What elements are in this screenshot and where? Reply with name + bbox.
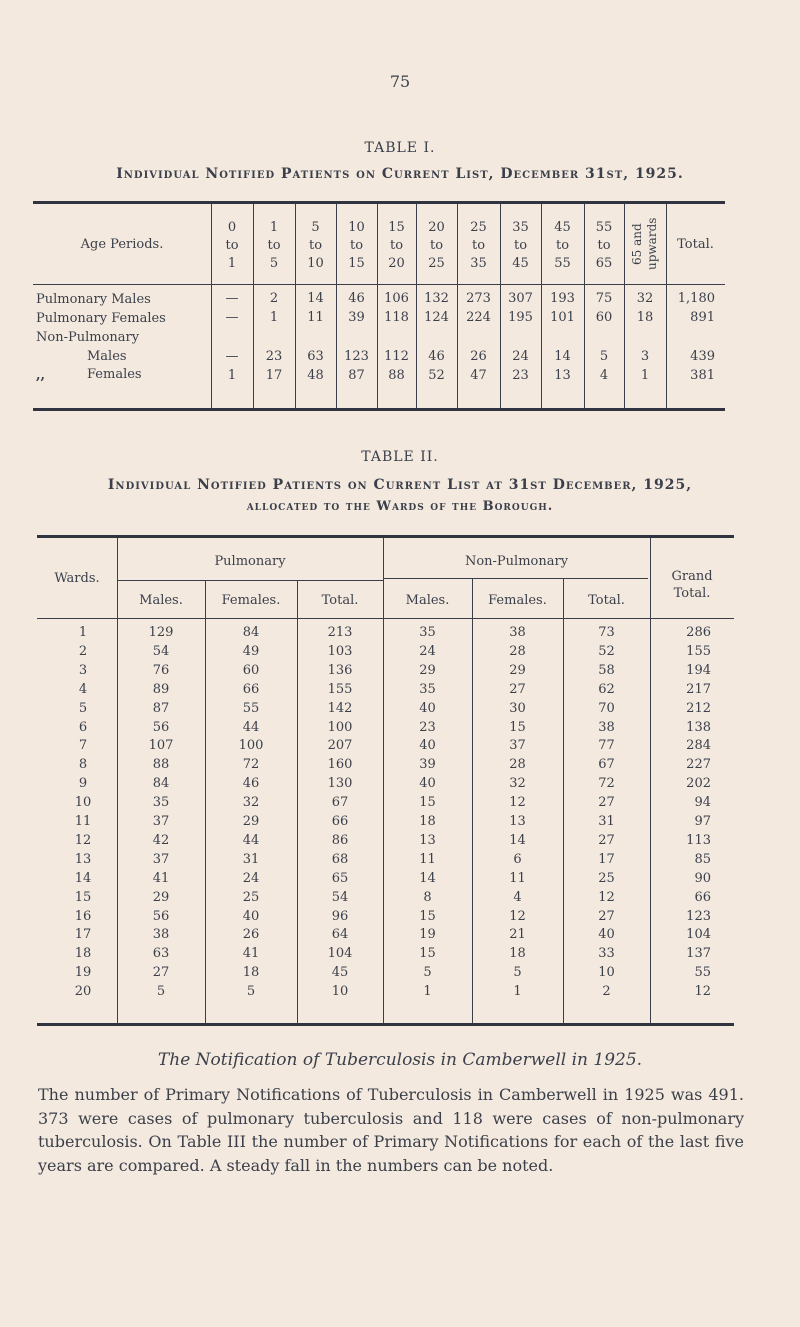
table-2-cell: 55 <box>694 965 711 980</box>
table-2-cell: 18 <box>419 814 436 829</box>
table-2-cell: 67 <box>331 795 349 810</box>
table-2-cell: 15 <box>419 795 436 810</box>
table-1-cell: 26 <box>470 349 487 364</box>
table-1-cell: 39 <box>348 310 365 325</box>
table-1-cell: — <box>225 291 239 306</box>
table-2-cell: 41 <box>242 946 260 961</box>
table-1-cell: 307 <box>508 291 533 306</box>
table-2-cell: 97 <box>694 814 711 829</box>
table-2-cell: 155 <box>327 682 353 697</box>
table-2-cell: 1 <box>423 984 432 999</box>
table-1-col-to-word: to <box>267 238 281 253</box>
table-2-non-pulmonary-rule <box>383 578 648 579</box>
table-2-cell: 142 <box>327 701 353 716</box>
table-1-col-from: 25 <box>470 220 487 235</box>
table-2-cell: 40 <box>419 776 436 791</box>
table-2-cell: 227 <box>686 757 711 772</box>
table-2-cell: 5 <box>246 984 256 999</box>
table-2-cell: 85 <box>694 852 711 867</box>
table-2-cell: 14 <box>419 871 436 886</box>
table-1-col-from: 55 <box>595 220 613 235</box>
table-2-cell: 28 <box>509 644 526 659</box>
table-2-cell: 44 <box>242 833 260 848</box>
table-2-cell: 5 <box>513 965 522 980</box>
table-2-cell: 103 <box>327 644 353 659</box>
table-2-cell: 11 <box>74 814 92 829</box>
table-1-title: TABLE I. <box>364 140 436 156</box>
table-2-cell: 37 <box>152 814 170 829</box>
table-1-col-from: 1 <box>269 220 279 235</box>
table-2-sub-header: Males. <box>405 593 450 608</box>
table-2-cell: 5 <box>156 984 166 999</box>
table-2-cell: 56 <box>152 720 170 735</box>
table-2-cell: 136 <box>327 663 353 678</box>
table-2-cell: 18 <box>242 965 260 980</box>
table-2-cell: 207 <box>327 738 353 753</box>
table-1-col-from: 45 <box>554 220 571 235</box>
table-2-cell: 194 <box>686 663 711 678</box>
table-1-cell: 17 <box>265 368 283 383</box>
table-1-cell: 106 <box>384 291 409 306</box>
table-2-cell: 15 <box>419 909 436 924</box>
table-1-cell: 46 <box>428 349 445 364</box>
table-2-cell: 25 <box>242 890 260 905</box>
table-2-cell: 32 <box>242 795 260 810</box>
table-2-cell: 9 <box>78 776 88 791</box>
table-1-col-from: 35 <box>512 220 529 235</box>
table-2-cell: 87 <box>152 701 170 716</box>
table-2-cell: 1 <box>78 625 88 640</box>
table-2-cell: 39 <box>419 757 436 772</box>
table-2-cell: 29 <box>152 890 170 905</box>
table-1-cell: 381 <box>690 368 715 383</box>
table-2-cell: 13 <box>419 833 436 848</box>
table-2-cell: 77 <box>598 738 615 753</box>
table-2-cell: 6 <box>78 720 88 735</box>
table-1-row-label: Pulmonary Males <box>36 292 151 307</box>
table-2-caption-line-2: allocated to the Wards of the Borough. <box>246 499 554 514</box>
table-2-cell: 13 <box>509 814 526 829</box>
table-2-wards-header: Wards. <box>54 571 100 586</box>
table-1-age-header: Age Periods. <box>80 237 164 252</box>
table-2-cell: 14 <box>509 833 526 848</box>
table-1-cell: 3 <box>640 349 650 364</box>
table-2-cell: 29 <box>419 663 436 678</box>
table-2-cell: 65 <box>331 871 349 886</box>
table-2-sub-header: Males. <box>139 593 183 608</box>
table-2-cell: 30 <box>509 701 526 716</box>
table-2-cell: 66 <box>694 890 711 905</box>
table-2-cell: 13 <box>74 852 92 867</box>
table-2-cell: 56 <box>152 909 170 924</box>
page-number: 75 <box>389 72 411 91</box>
table-2-cell: 23 <box>419 720 436 735</box>
table-2-cell: 89 <box>152 682 170 697</box>
table-2-cell: 46 <box>242 776 260 791</box>
table-2-cell: 27 <box>598 909 615 924</box>
table-2-cell: 27 <box>598 833 615 848</box>
table-1-cell: 4 <box>599 368 609 383</box>
section-paragraph: The number of Primary Notifications of Tuberculosis in Camberwell in 1925 was 491. 373 were cases of pulmonary tuberculosis and 118 were cases of non-pulmonary tuberculosis. On Table III the number of Primary Notifications for each of the last five years are compared. A steady fall in the numbers can be noted. <box>38 1085 744 1175</box>
table-1-col-to-word: to <box>225 238 239 253</box>
table-2-cell: 21 <box>509 927 526 942</box>
table-1-col-65-line-1: 65 and <box>630 223 644 265</box>
table-1-cell: 1 <box>640 368 650 383</box>
table-2-cell: 5 <box>78 701 88 716</box>
table-2-cell: 123 <box>686 909 711 924</box>
table-2-cell: 202 <box>686 776 711 791</box>
table-1-cell: 1 <box>269 310 279 325</box>
table-2-cell: 40 <box>598 927 615 942</box>
table-2-cell: 32 <box>509 776 526 791</box>
table-2-cell: 1 <box>513 984 522 999</box>
table-1-cell: 87 <box>348 368 365 383</box>
table-1-cell: 11 <box>307 310 324 325</box>
table-1-cell: — <box>225 310 239 325</box>
table-2-cell: 86 <box>331 833 349 848</box>
table-2-cell: 90 <box>694 871 711 886</box>
table-1-cell: 48 <box>307 368 324 383</box>
table-1-cell: 18 <box>636 310 654 325</box>
table-1-col-to-word: to <box>471 238 486 253</box>
table-2-non-pulmonary-header: Non-Pulmonary <box>464 554 569 569</box>
table-2-cell: 15 <box>509 720 526 735</box>
table-1-col-to-word: to <box>349 238 364 253</box>
table-2-cell: 37 <box>152 852 170 867</box>
table-1-col-from: 10 <box>348 220 365 235</box>
table-2-cell: 4 <box>78 682 88 697</box>
table-2-cell: 27 <box>598 795 615 810</box>
table-1-cell: 47 <box>470 368 487 383</box>
table-1-cell: 118 <box>384 310 409 325</box>
table-1-col-to: 65 <box>595 256 613 271</box>
table-2-cell: 88 <box>152 757 170 772</box>
table-2-cell: 31 <box>598 814 615 829</box>
table-1-col-to-word: to <box>597 238 611 253</box>
table-2-cell: 19 <box>419 927 436 942</box>
table-2-cell: 104 <box>686 927 711 942</box>
table-2-pulmonary-header: Pulmonary <box>214 554 286 569</box>
table-2-cell: 7 <box>78 738 88 753</box>
table-1-col-from: 15 <box>388 220 405 235</box>
table-2-cell: 35 <box>419 625 436 640</box>
table-2-cell: 96 <box>331 909 349 924</box>
table-2-cell: 54 <box>152 644 170 659</box>
table-2-cell: 24 <box>242 871 260 886</box>
table-2-cell: 2 <box>602 984 611 999</box>
table-2-cell: 63 <box>152 946 170 961</box>
table-1-row-label: Pulmonary Females <box>36 311 166 326</box>
table-2-cell: 29 <box>509 663 526 678</box>
table-1-row-label: ,, <box>36 368 46 383</box>
table-2-cell: 28 <box>509 757 526 772</box>
table-1-total-header: Total. <box>677 237 714 252</box>
table-2-cell: 54 <box>331 890 349 905</box>
table-1-col-to-word: to <box>429 238 444 253</box>
table-2-cell: 45 <box>331 965 349 980</box>
table-2-cell: 40 <box>242 909 260 924</box>
table-2-cell: 38 <box>598 720 615 735</box>
table-2-sub-header: Females. <box>221 593 281 608</box>
table-2-cell: 67 <box>598 757 615 772</box>
table-1-caption: Individual Notified Patients on Current List, December 31st, 1925. <box>116 166 684 182</box>
table-1-cell: 52 <box>428 368 445 383</box>
table-2-cell: 64 <box>331 927 349 942</box>
table-1-col-to: 25 <box>428 256 445 271</box>
table-2-cell: 73 <box>598 625 615 640</box>
table-2-cell: 15 <box>419 946 436 961</box>
table-2-cell: 33 <box>598 946 615 961</box>
table-2-cell: 6 <box>513 852 522 867</box>
table-1-cell: 132 <box>424 291 449 306</box>
table-2-cell: 25 <box>598 871 615 886</box>
table-2-cell: 12 <box>509 795 526 810</box>
table-2-cell: 217 <box>686 682 711 697</box>
table-2-cell: 2 <box>78 644 88 659</box>
table-2-cell: 18 <box>509 946 526 961</box>
table-1-cell: 5 <box>599 349 609 364</box>
table-1-col-to-word: to <box>555 238 570 253</box>
table-1-col-to: 1 <box>227 256 237 271</box>
table-2-sub-header: Total. <box>588 593 625 608</box>
table-1-cell: 13 <box>554 368 571 383</box>
table-1-cell: 124 <box>424 310 449 325</box>
table-1-col-from: 20 <box>428 220 445 235</box>
table-2-cell: 26 <box>242 927 260 942</box>
table-2-cell: 84 <box>242 625 260 640</box>
table-2-cell: 68 <box>331 852 349 867</box>
table-2-cell: 100 <box>238 738 264 753</box>
table-1-cell: 14 <box>307 291 324 306</box>
table-2-cell: 10 <box>331 984 349 999</box>
table-2-header-rule <box>37 618 734 619</box>
table-2-cell: 27 <box>152 965 170 980</box>
table-2-sub-header: Total. <box>321 593 359 608</box>
table-1-cell: 224 <box>466 310 491 325</box>
table-2-cell: 11 <box>419 852 436 867</box>
table-2-cell: 100 <box>327 720 353 735</box>
table-1-col-to: 55 <box>554 256 571 271</box>
table-2-cell: 35 <box>419 682 436 697</box>
table-2-cell: 27 <box>509 682 526 697</box>
table-1-row-label: Females <box>87 367 142 382</box>
table-2-cell: 66 <box>242 682 260 697</box>
table-2-sub-header: Females. <box>488 593 547 608</box>
table-2-cell: 17 <box>74 927 92 942</box>
table-1-col-to-word: to <box>389 238 404 253</box>
table-2-cell: 62 <box>598 682 615 697</box>
table-2-cell: 5 <box>423 965 432 980</box>
table-1-col-65-line-2: upwards <box>645 217 659 271</box>
table-1-cell: 1 <box>227 368 237 383</box>
table-1-col-from: 0 <box>227 220 237 235</box>
table-1-cell: 75 <box>595 291 613 306</box>
table-1-row-label: Non-Pulmonary <box>36 330 140 345</box>
table-2-cell: 19 <box>74 965 92 980</box>
table-1-cell: 2 <box>269 291 279 306</box>
table-2-cell: 286 <box>686 625 711 640</box>
table-2-cell: 12 <box>694 984 711 999</box>
table-2-cell: 16 <box>74 909 92 924</box>
table-2-cell: 137 <box>686 946 711 961</box>
table-2-grand-total-line-1: Grand <box>671 569 713 584</box>
table-2-cell: 15 <box>74 890 92 905</box>
table-2-cell: 284 <box>686 738 711 753</box>
table-2-cell: 12 <box>598 890 615 905</box>
table-1-cell: 46 <box>348 291 365 306</box>
table-2-cell: 38 <box>509 625 526 640</box>
table-1-cell: 32 <box>636 291 654 306</box>
table-2-cell: 8 <box>78 757 88 772</box>
table-2-cell: 20 <box>74 984 92 999</box>
table-2-cell: 72 <box>242 757 260 772</box>
table-2-cell: 129 <box>148 625 174 640</box>
table-2-cell: 3 <box>78 663 88 678</box>
table-2-cell: 38 <box>152 927 170 942</box>
table-2-cell: 60 <box>242 663 260 678</box>
table-2-cell: 138 <box>686 720 711 735</box>
table-1-cell: 60 <box>595 310 613 325</box>
table-1-col-to-word: to <box>308 238 323 253</box>
table-2-cell: 84 <box>152 776 170 791</box>
table-1-cell: 23 <box>512 368 529 383</box>
table-2-title: TABLE II. <box>361 449 439 465</box>
table-1-col-to-word: to <box>513 238 528 253</box>
table-2-cell: 40 <box>419 738 436 753</box>
table-1-cell: 123 <box>344 349 369 364</box>
table-1-cell: 193 <box>550 291 575 306</box>
table-2-cell: 70 <box>598 701 615 716</box>
table-1-col-to: 45 <box>512 256 529 271</box>
table-2-cell: 37 <box>509 738 526 753</box>
table-2-cell: 24 <box>419 644 436 659</box>
table-1-col-to: 20 <box>388 256 405 271</box>
table-1-col-to: 5 <box>269 256 279 271</box>
table-2-cell: 10 <box>598 965 615 980</box>
table-1-cell: 63 <box>307 349 324 364</box>
table-1-cell: 891 <box>690 310 715 325</box>
table-2-cell: 94 <box>694 795 711 810</box>
table-2-cell: 42 <box>152 833 170 848</box>
table-2-cell: 14 <box>74 871 92 886</box>
table-2-cell: 55 <box>242 701 260 716</box>
table-1-cell: 88 <box>388 368 405 383</box>
table-2-cell: 107 <box>148 738 174 753</box>
table-2-caption-line-1: Individual Notified Patients on Current List at 31st December, 1925, <box>107 477 693 493</box>
table-1-cell: — <box>225 349 239 364</box>
table-2-cell: 12 <box>74 833 92 848</box>
table-2-cell: 49 <box>242 644 260 659</box>
table-1-cell: 1,180 <box>677 291 715 306</box>
table-1-cell: 14 <box>554 349 571 364</box>
table-2-cell: 76 <box>152 663 170 678</box>
table-1-cell: 23 <box>265 349 283 364</box>
table-1-cell: 112 <box>384 349 409 364</box>
table-2-cell: 155 <box>686 644 711 659</box>
table-1-cell: 24 <box>512 349 529 364</box>
table-2-cell: 72 <box>598 776 615 791</box>
table-1-cell: 101 <box>550 310 575 325</box>
table-2-cell: 160 <box>327 757 353 772</box>
table-2-cell: 12 <box>509 909 526 924</box>
table-2-cell: 213 <box>327 625 353 640</box>
table-2-cell: 11 <box>509 871 526 886</box>
table-1-col-from: 5 <box>311 220 320 235</box>
table-2-cell: 18 <box>74 946 92 961</box>
table-1-cell: 273 <box>466 291 491 306</box>
table-2-cell: 31 <box>242 852 260 867</box>
table-1-col-to: 10 <box>307 256 324 271</box>
table-2-cell: 35 <box>152 795 170 810</box>
table-2-cell: 113 <box>686 833 711 848</box>
table-2-cell: 8 <box>423 890 432 905</box>
section-heading: The Notification of Tuberculosis in Camberwell in 1925. <box>157 1050 643 1070</box>
table-1-col-to: 15 <box>348 256 365 271</box>
table-2-cell: 130 <box>327 776 353 791</box>
table-2-cell: 41 <box>152 871 170 886</box>
table-2-cell: 29 <box>242 814 260 829</box>
table-2-top-rule <box>37 535 734 538</box>
table-2-cell: 40 <box>419 701 436 716</box>
table-2-cell: 52 <box>598 644 615 659</box>
table-1-col-to: 35 <box>470 256 487 271</box>
table-2-cell: 10 <box>74 795 92 810</box>
table-2-cell: 212 <box>686 701 711 716</box>
table-2-cell: 104 <box>327 946 353 961</box>
table-2-grand-total-line-2: Total. <box>673 586 711 601</box>
table-2-pulmonary-rule <box>117 580 383 581</box>
table-1-cell: 439 <box>690 349 715 364</box>
table-1-row-label: Males <box>87 349 127 364</box>
table-2-cell: 58 <box>598 663 615 678</box>
table-2-cell: 66 <box>331 814 349 829</box>
table-2-cell: 4 <box>513 890 522 905</box>
table-2-cell: 44 <box>242 720 260 735</box>
table-2-cell: 17 <box>598 852 615 867</box>
table-1-cell: 195 <box>508 310 533 325</box>
table-2-bottom-rule <box>37 1023 734 1026</box>
